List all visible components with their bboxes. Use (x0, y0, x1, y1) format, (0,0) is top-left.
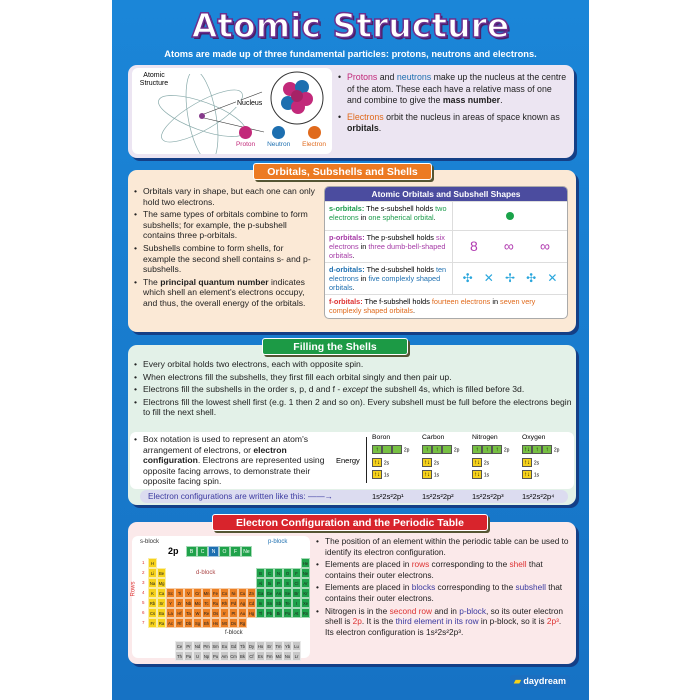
f-block-label: f-block (225, 630, 243, 636)
element-cell: Co (220, 588, 229, 598)
daydream-logo: ▰ daydream (510, 675, 570, 688)
element-cell: Am (220, 651, 229, 661)
filling-panel (128, 345, 576, 505)
2s-orbital-box: ↑↓ (524, 460, 530, 466)
row-number: 3 (142, 580, 145, 585)
element-cell: Eu (220, 641, 229, 651)
element-cell: Pr (184, 641, 193, 651)
element-cell: Db (184, 618, 193, 628)
electron-config: 1s²2s²2p⁴ (522, 492, 555, 501)
zoomed-2p-cell: Ne (241, 546, 252, 557)
element-cell: Ta (184, 608, 193, 618)
page-title: Atomic Structure (191, 6, 510, 45)
1s-orbital-box: ↑↓ (474, 472, 480, 478)
element-cell: Ge (265, 588, 274, 598)
d-orbital-row: d-orbitals: The d-subshell holds ten electrons in five complexly shaped orbitals. ✣ ✕ ✢ ✣ ✕ (325, 262, 567, 294)
element-cell: B (256, 568, 265, 578)
poster (112, 0, 589, 700)
element-cell: Ba (157, 608, 166, 618)
electrons-bullet: • Electrons orbit the nucleus in areas of space known as orbitals. (338, 112, 568, 135)
element-cell: Mt (220, 618, 229, 628)
box-notation-area (130, 432, 574, 489)
element-box-notation: Boron ↑ 2p ↑↓ 2s ↑↓ 1s (372, 432, 422, 479)
filling-bullet: • Electrons fill the lowest shell first (e.g. 1 then 2 and so on). Every subshell must be full before the electrons begin to fill the next shell. (134, 397, 574, 418)
p-orbital-row: p-orbitals: The p-subshell holds six electrons in three dumb-bell-shaped orbitals. 8 ∞ ∞ (325, 230, 567, 262)
rows-label: Rows (130, 581, 137, 597)
element-cell: Cs (148, 608, 157, 618)
element-cell: Fr (148, 618, 157, 628)
element-cell: Li (148, 568, 157, 578)
nucleus-icon (270, 71, 324, 125)
element-cell: Cm (229, 651, 238, 661)
element-cell: La (166, 608, 175, 618)
element-cell: Nd (193, 641, 202, 651)
2p-orbital-box: ↑ (492, 445, 502, 454)
2p-orbital-box (392, 445, 402, 454)
element-cell: Hg (247, 608, 256, 618)
d-orbital-icon: ✢ (504, 271, 515, 285)
zoomed-2p-cell: O (219, 546, 230, 557)
orbitals-bullet: • Subshells combine to form shells, for example the second shell contains s- and p-subshells. (134, 243, 318, 275)
element-cell: Pa (184, 651, 193, 661)
electron-config: 1s²2s²2p¹ (372, 492, 404, 501)
proton-legend: Proton (236, 126, 255, 148)
element-box-notation: Carbon ↑ ↑ 2p ↑↓ 2s ↑↓ 1s (422, 432, 472, 479)
box-notation-bullet: • Box notation is used to represent an atom's arrangement of electrons, or electron configuration. Electrons are represented using opposite facing arrows, to demonstrate their opposite facing spin. (134, 434, 332, 487)
element-cell: Cu (238, 588, 247, 598)
element-cell: S (283, 578, 292, 588)
element-cell: Md (274, 651, 283, 661)
element-cell: I (292, 598, 301, 608)
atom-diagram (132, 68, 332, 154)
config-caption-bar: Electron configurations are written like this: ——→ (140, 490, 568, 503)
zoomed-2p-cell: F (230, 546, 241, 557)
element-cell: Tl (256, 608, 265, 618)
element-name: Carbon (422, 434, 445, 441)
periodic-bullet: • Elements are placed in blocks corresponding to the subshell that contains their outer electrons. (316, 582, 572, 603)
element-cell: V (184, 588, 193, 598)
element-cell: Na (148, 578, 157, 588)
element-cell: Ho (256, 641, 265, 651)
p-orbital-icon: ∞ (503, 238, 514, 254)
element-cell: Cf (247, 651, 256, 661)
orbitals-bullet: • Orbitals vary in shape, but each one can only hold two electrons. (134, 186, 318, 207)
electron-config: 1s²2s²2p³ (472, 492, 504, 501)
orbitals-bullet: • The same types of orbitals combine to form subshells; for example, the p-subshell contains three p-orbitals. (134, 209, 318, 241)
row-number: 7 (142, 620, 145, 625)
element-box-notation: Nitrogen ↑ ↑ ↑ 2p ↑↓ 2s ↑↓ 1s (472, 432, 522, 479)
row-number: 1 (142, 560, 145, 565)
element-cell: Pd (229, 598, 238, 608)
element-cell: Ne (301, 568, 310, 578)
2p-orbital-box (382, 445, 392, 454)
element-cell: Hs (211, 618, 220, 628)
neutron-legend: Neutron (267, 126, 290, 148)
element-cell: Ca (157, 588, 166, 598)
element-box-notation: Oxygen ↑↓ ↑ ↑ 2p ↑↓ 2s ↑↓ 1s (522, 432, 572, 479)
2p-orbital-box: ↑ (472, 445, 482, 454)
element-cell: Mn (202, 588, 211, 598)
periodic-bullet: • Nitrogen is in the second row and in p-block, so its outer electron shell is 2p. It is the third element in its row in p-block, so it is 2p³. Its electron configuration is 1s²2s²2p³. (316, 606, 572, 638)
element-cell: Ga (256, 588, 265, 598)
element-cell: Rn (301, 608, 310, 618)
element-cell: N (274, 568, 283, 578)
element-cell: Kr (301, 588, 310, 598)
element-cell: Yb (283, 641, 292, 651)
2s-orbital-box: ↑↓ (424, 460, 430, 466)
element-cell: Fe (211, 588, 220, 598)
f-orbital-row: f-orbitals: The f-subshell holds fourteen electrons in seven very complexly shaped orbitals. (325, 294, 567, 318)
element-cell: Er (265, 641, 274, 651)
1s-orbital-box: ↑↓ (424, 472, 430, 478)
zoomed-2p-cell: B (186, 546, 197, 557)
d-orbital-icon: ✕ (547, 271, 558, 285)
element-cell: Ag (238, 598, 247, 608)
subtitle: Atoms are made up of three fundamental particles: protons, neutrons and electrons. (164, 49, 537, 59)
element-cell: Fm (265, 651, 274, 661)
element-cell: Ds (229, 618, 238, 628)
element-name: Oxygen (522, 434, 546, 441)
element-cell: Rb (148, 598, 157, 608)
element-cell: Au (238, 608, 247, 618)
element-cell: Ti (175, 588, 184, 598)
zoom-2p-label: 2p (168, 546, 179, 556)
periodic-bullet: • Elements are placed in rows corresponding to the shell that contains their outer electrons. (316, 559, 572, 580)
2p-orbital-box (442, 445, 452, 454)
electron-legend: Electron (302, 126, 326, 148)
element-cell: Sr (157, 598, 166, 608)
element-cell: Re (202, 608, 211, 618)
element-name: Nitrogen (472, 434, 498, 441)
element-cell: Bk (238, 651, 247, 661)
row-number: 2 (142, 570, 145, 575)
2s-orbital-box: ↑↓ (474, 460, 480, 466)
element-cell: Sb (274, 598, 283, 608)
element-cell: No (283, 651, 292, 661)
2p-orbital-box: ↑ (372, 445, 382, 454)
element-cell: Mg (157, 578, 166, 588)
element-cell: Al (256, 578, 265, 588)
element-cell: Zr (175, 598, 184, 608)
zoomed-2p-cell: N (208, 546, 219, 557)
element-cell: Br (292, 588, 301, 598)
filling-bullet: • Every orbital holds two electrons, each with opposite spin. (134, 359, 574, 370)
element-cell: U (193, 651, 202, 661)
element-cell: Y (166, 598, 175, 608)
diagram-label: Atomic Structure (139, 72, 169, 87)
element-cell: Tb (238, 641, 247, 651)
s-orbital-row: s-orbitals: The s-subshell holds two electrons in one spherical orbital. (325, 201, 567, 230)
element-cell: Si (265, 578, 274, 588)
element-cell: Ra (157, 618, 166, 628)
element-cell: Tm (274, 641, 283, 651)
p-block-label: p-block (268, 539, 288, 545)
element-cell: Bi (274, 608, 283, 618)
2s-orbital-box: ↑↓ (374, 460, 380, 466)
element-cell: Ir (220, 608, 229, 618)
row-number: 4 (142, 590, 145, 595)
electron-config: 1s²2s²2p² (422, 492, 454, 501)
element-cell: Bh (202, 618, 211, 628)
2p-orbital-box: ↑ (422, 445, 432, 454)
element-cell: Ac (166, 618, 175, 628)
2p-orbital-box: ↑ (532, 445, 542, 454)
p-orbital-icon: ∞ (539, 238, 550, 254)
nucleus-label: Nucleus (237, 100, 263, 107)
1s-orbital-box: ↑↓ (374, 472, 380, 478)
atom-panel (128, 65, 574, 158)
d-orbital-icon: ✣ (526, 271, 537, 285)
element-cell: Sg (193, 618, 202, 628)
orbitals-header: Orbitals, Subshells and Shells (253, 163, 432, 180)
periodic-panel (128, 522, 576, 664)
p-orbital-icon: 8 (470, 238, 478, 254)
2p-orbital-box: ↑ (542, 445, 552, 454)
d-block-label: d-block (196, 570, 216, 576)
element-cell: Cd (247, 598, 256, 608)
2p-orbital-box: ↑↓ (524, 447, 530, 453)
element-cell: Cl (292, 578, 301, 588)
element-cell: Sm (211, 641, 220, 651)
element-cell: H (148, 558, 157, 568)
filling-bullet: • When electrons fill the subshells, they first fill each orbital singly and then pair up. (134, 372, 574, 383)
energy-arrow (366, 437, 367, 483)
element-cell: Lu (292, 641, 301, 651)
element-cell: Dy (247, 641, 256, 651)
row-number: 5 (142, 600, 145, 605)
config-caption: Electron configurations are written like this: (148, 491, 306, 501)
element-cell: Os (211, 608, 220, 618)
row-number: 6 (142, 610, 145, 615)
element-cell: Es (256, 651, 265, 661)
element-cell: Xe (301, 598, 310, 608)
element-cell: F (292, 568, 301, 578)
s-block-label: s-block (140, 539, 160, 545)
element-cell: At (292, 608, 301, 618)
periodic-header: Electron Configuration and the Periodic Table (212, 514, 488, 531)
element-cell: Pt (229, 608, 238, 618)
energy-label: Energy (336, 456, 360, 465)
element-cell: Pu (211, 651, 220, 661)
element-cell: Np (202, 651, 211, 661)
element-cell: As (274, 588, 283, 598)
element-cell: W (193, 608, 202, 618)
element-cell: K (148, 588, 157, 598)
element-cell: Po (283, 608, 292, 618)
periodic-table (132, 536, 310, 658)
element-cell: Hf (175, 608, 184, 618)
element-cell: He (301, 558, 310, 568)
element-cell: Cr (193, 588, 202, 598)
element-cell: Ni (229, 588, 238, 598)
element-cell: Pb (265, 608, 274, 618)
element-cell: Mo (193, 598, 202, 608)
2p-orbital-box: ↑ (482, 445, 492, 454)
element-cell: Be (157, 568, 166, 578)
element-name: Boron (372, 434, 391, 441)
element-cell: C (265, 568, 274, 578)
element-cell: Ar (301, 578, 310, 588)
element-cell: Rh (220, 598, 229, 608)
element-cell: Lr (292, 651, 301, 661)
element-cell: Te (283, 598, 292, 608)
protons-bullet: • Protons and neutrons make up the nucleus at the centre of the atom. These each have a relative mass of one and combine to give the mass number. (338, 72, 568, 107)
orbitals-bullet: • The principal quantum number indicates which shell an element's electrons occupy, and thus, the overall energy of the orbitals. (134, 277, 318, 309)
element-cell: Se (283, 588, 292, 598)
1s-orbital-box: ↑↓ (524, 472, 530, 478)
filling-bullet: • Electrons fill the subshells in the order s, p, d and f - except the subshell 4s, which is filled before 3d. (134, 384, 574, 395)
element-cell: Rg (238, 618, 247, 628)
s-orbital-icon (506, 212, 514, 220)
element-cell: Pm (202, 641, 211, 651)
element-cell: Ce (175, 641, 184, 651)
element-cell: Tc (202, 598, 211, 608)
element-cell: Rf (175, 618, 184, 628)
element-cell: Gd (229, 641, 238, 651)
element-cell: Ru (211, 598, 220, 608)
element-cell: Sn (265, 598, 274, 608)
periodic-bullet: • The position of an element within the periodic table can be used to identify its electron configuration. (316, 536, 572, 557)
element-cell: Th (175, 651, 184, 661)
d-orbital-icon: ✣ (462, 271, 473, 285)
element-cell: Zn (247, 588, 256, 598)
element-cell: Sc (166, 588, 175, 598)
table-title: Atomic Orbitals and Subshell Shapes (325, 187, 567, 201)
element-cell: P (274, 578, 283, 588)
element-cell: O (283, 568, 292, 578)
element-cell: Nb (184, 598, 193, 608)
filling-header: Filling the Shells (262, 338, 408, 355)
d-orbital-icon: ✕ (483, 271, 494, 285)
element-cell: In (256, 598, 265, 608)
zoomed-2p-cell: C (197, 546, 208, 557)
2p-orbital-box: ↑ (432, 445, 442, 454)
orbital-shapes-table (324, 186, 568, 319)
